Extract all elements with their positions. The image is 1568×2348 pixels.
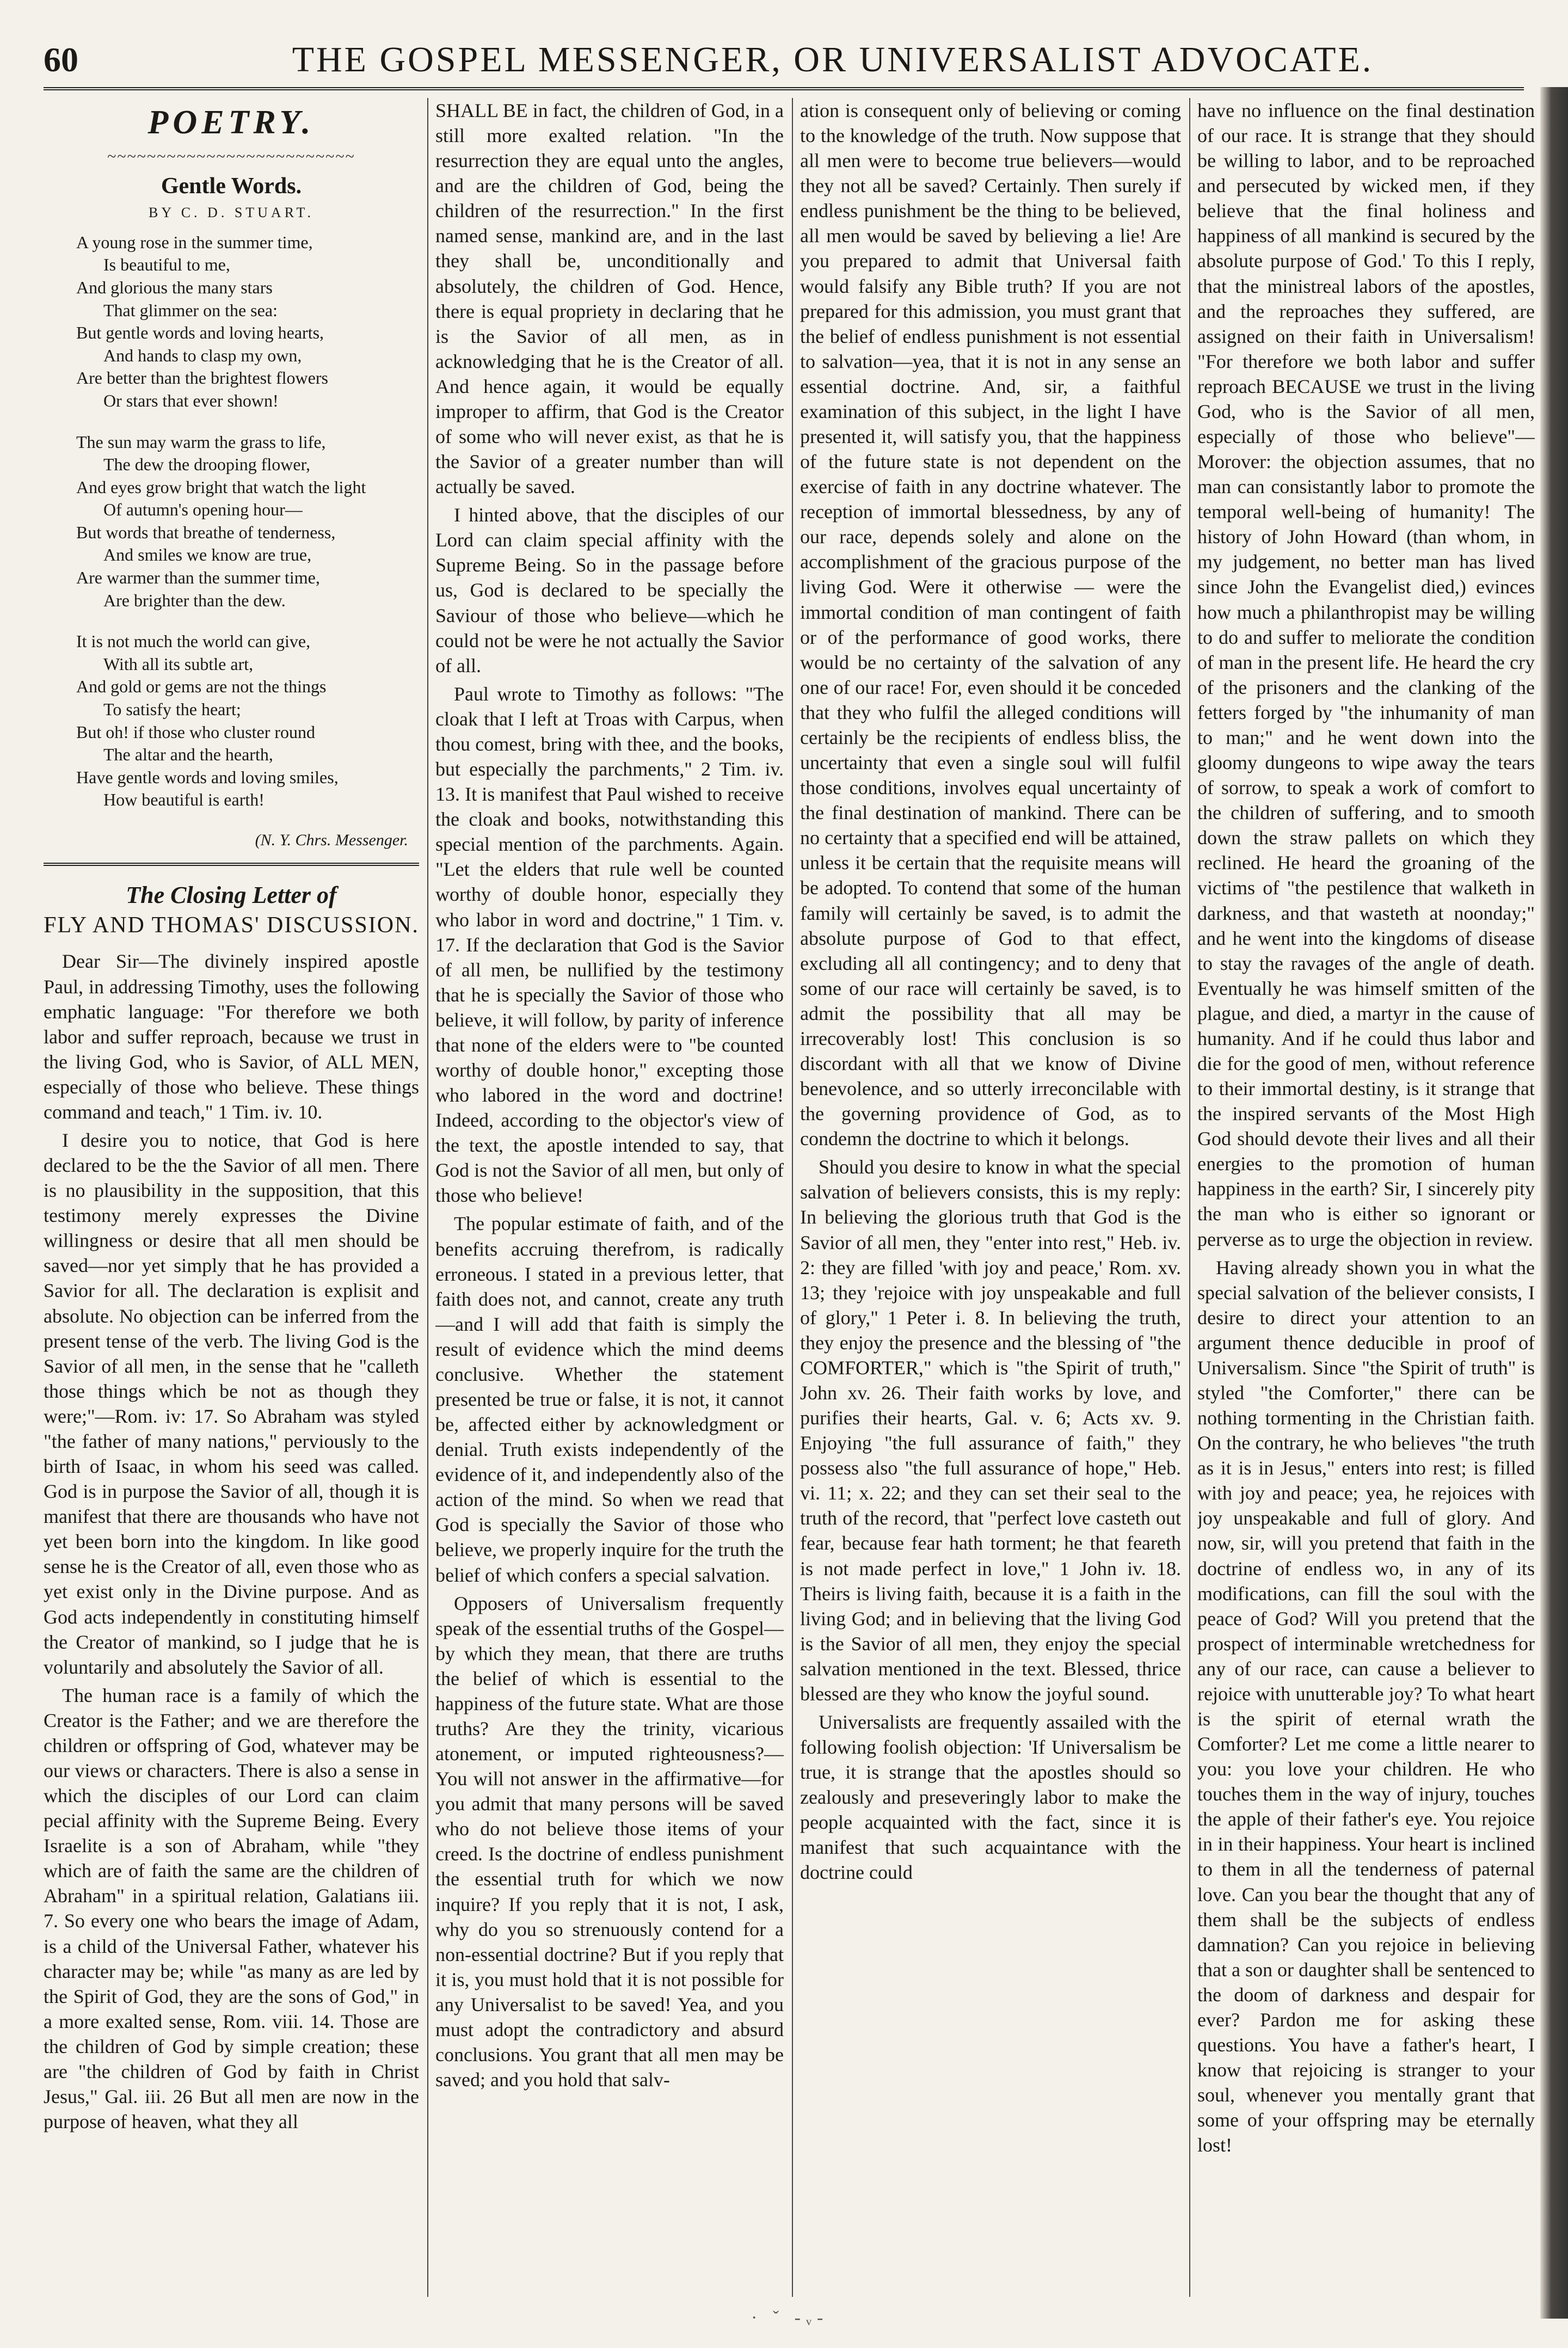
paragraph: Universalists are frequently assailed with the following foolish objection: 'If Universalism be true, it is strange that the apostles should so zealously and preseveringly labor to make the people acquainted with the fact, since it is manifest that such acquaintance with the doctrine could: [800, 1711, 1181, 1884]
double-rule-divider: [44, 863, 419, 866]
letter-heading: The Closing Letter of: [126, 882, 337, 909]
paragraph: ation is consequent only of believing or coming to the knowledge of the truth. Now suppose that all men were to become true believers—would they not all be saved? Certainly. Then surely if endless punishment be the thing to be believed, all men would be saved by believing a lie! Are you prepared to admit that Universal faith would falsify any Bible truth? If you are not prepared for this admission, you must grant that the belief of endless punishment is not essential to salvation—yea, that it is not in any sense an essential doctrine. And, sir, a faithful examination of this subject, in the light I have presented it, will satisfy you, that the happiness of the future state is not dependent on the exercise of faith in any doctrine whatever. The reception of immortal blessedness, by any of our race, depends solely and alone on the accomplishment of the gracious purpose of the living God. Were it otherwise — were the immortal condition of man contingent of faith or of the performance of good works, there would be no certainty of the salvation of any one of our race! For, even should it be conceded that they who fulfil the alleged conditions will certainly be the recipients of endless bliss, the uncertainty that even a single soul will fulfil those conditions, involves equal uncertainty of the final destination of mankind. There can be no certainty that a specified end will be attained, unless it be certain that the requisite means will be adopted. To contend that some of the human family will certainly be saved, is to admit the absolute purpose of God to that effect, excluding all all contingency; and to deny that some of our race will certainly be saved, is to admit the possibility that all may be irrecoverably lost! This conclusion is so discordant with all that we know of Divine benevolence, and so utterly irreconcilable with the governing providence of God, as to condemn the doctrine to which it belongs.: [800, 100, 1181, 1150]
poem-title: Gentle Words.: [161, 173, 302, 199]
column-4: [1197, 98, 1535, 2297]
column-2: [435, 98, 784, 2297]
page-number: 60: [44, 40, 78, 79]
column-3: [800, 98, 1181, 2297]
paragraph: Dear Sir—The divinely inspired apostle Paul, in addressing Timothy, uses the following emphatic language: "For therefore we both labor and suffer reproach, because we trust in the living God, who is Savior, of ALL MEN, especially of those who believe. These things command and teach," 1 Tim. iv. 10.: [44, 950, 419, 1123]
poem-byline: BY C. D. STUART.: [149, 204, 314, 220]
paragraph: Having already shown you in what the special salvation of the believer consists, I desire to direct your attention to an argument thence deducible in proof of Universalism. Since "the Spirit of truth" is styled "the Comforter," there can be nothing tormenting in the Christian faith. On the contrary, he who believes "the truth as it is in Jesus," enters into rest; is filled with joy and peace; yea, he rejoices with joy unspeakable and full of glory. And now, sir, will you pretend that faith in the doctrine of endless wo, in any of its modifications, can fill the soul with the peace of God? Will you pretend that the prospect of interminable wretchedness for any of our race, can cause a believer to rejoice with unutterable joy? To what heart is the spirit of eternal wrath the Comforter? Let me come a little nearer to you: you love your children. He who touches them in the way of injury, touches the apple of their father's eye. You rejoice in in their happiness. Your heart is inclined to them in all the tenderness of paternal love. Can you bear the thought that any of them shall be the subjects of endless damnation? Can you rejoice in believing that a son or daughter shall be sentenced to the doom of darkness and despair for ever? Pardon me for asking these questions. You have a father's heart, I know that rejoicing is stranger to your soul, whenever you mentally grant that some of your offspring may be eternally lost!: [1197, 1256, 1535, 2156]
poem-credit: (N. Y. Chrs. Messenger.: [255, 831, 408, 850]
paragraph: I hinted above, that the disciples of our Lord can claim special affinity with the Supreme Being. So in the passage before us, God is declared to be specially the Saviour of those who believe—which he could not be were he not actually the Savior of all.: [435, 504, 784, 677]
poetry-section-head: POETRY.: [147, 104, 315, 141]
column-rule: [792, 98, 793, 2297]
poem-stanza-1: A young rose in the summer time, Is beautiful to me, And glorious the many stars That glimmer on the sea: But gentle words and loving hearts, And hands to clasp my own, Are better than the brightest flowers Or stars that ever shown!: [76, 232, 328, 410]
paragraph: Should you desire to know in what the special salvation of believers consists, this is my reply: In believing the glorious truth that God is the Savior of all men, they "enter into rest," Heb. iv. 2: they are filled 'with joy and peace,' Rom. xv. 13; they 'rejoice with joy unspeakable and full of glory," 1 Peter i. 8. In believing the truth, they enjoy the presence and the blessing of "the COMFORTER," which is "the Spirit of truth," John xv. 26. Their faith works by love, and purifies their hearts, Gal. v. 6; Acts xv. 9. Enjoying "the full assurance of faith," they possess also "the full assurance of hope," Heb. vi. 11; x. 22; and they can set their seal to the truth of the record, that "perfect love casteth out fear, because fear hath torment; he that feareth is not made perfect in love," 1 John iv. 18. Theirs is living faith, because it is a faith in the living God; and in believing that the living God is the Savior of all men, they enjoy the special salvation mentioned in the text. Blessed, thrice blessed are they who know the joyful sound.: [800, 1156, 1181, 1705]
column-rule: [1189, 98, 1190, 2297]
column-rule: [427, 98, 428, 2297]
paragraph: SHALL BE in fact, the children of God, in a still more exalted relation. "In the resurrection they are equal unto the angles, and are the children of God, being the children of the resurrection." In the first named sense, mankind are, and in the last they shall be, unconditionally and absolutely, the children of God. Hence, there is equal propriety in declaring that he is the Savior of all men, as in acknowledging that he is the Creator of all. And hence again, it would be equally improper to affirm, that God is the Creator of some who will never exist, as that he is the Savior of a greater number than will actually be saved.: [435, 100, 784, 498]
letter-subheading: FLY AND THOMAS' DISCUSSION.: [44, 912, 419, 938]
paragraph: Opposers of Universalism frequently speak of the essential truths of the Gospel—by which they mean, that there are truths the belief of which is essential to the happiness of the future state. What are those truths? Are they the trinity, vicarious atonement, or imputed righteousness?—You will not answer in the affirmative—for you admit that many persons will be saved who do not believe those items of your creed. Is the doctrine of endless punishment the essential truth for which we now inquire? If you reply that it is not, I ask, why do you so strenuously contend for a non-essential doctrine? But if you reply that it is, you must hold that it is not possible for any Universalist to be saved! Yea, and you must adopt the contradictory and absurd conclusions. You grant that all men may be saved; and you hold that salv-: [435, 1592, 784, 2091]
paragraph: have no influence on the final destination of our race. It is strange that they should be willing to labor, and to be reproached and persecuted by wicked men, if they believe that the final holiness and happiness of all mankind is secured by the absolute purpose of God.' To this I reply, that the ministreal labors of the apostles, and the reproaches they suffered, are assigned on their faith in Universalism! "For therefore we both labor and suffer reproach BECAUSE we trust in the living God, who is the Savior of all men, especially of those who believe"—Morover: the objection assumes, that no man can consistantly labor to promote the temporal well-being of humanity! The history of John Howard (than whom, in my judgement, no better man has lived since John the Evangelist died,) evinces how much a philanthropist may be willing to do and suffer to meliorate the condition of man in the present life. He heard the cry of the prisoners and the clanking of the fetters forged by "the inhumanity of man to man;" and he went down into the gloomy dungeons to wipe away the tears of sorrow, to speak a work of comfort to the children of suffering, and to smooth down the straw pallets on which they reclined. He heard the groaning of the victims of "the pestilence that walketh in darkness, and that wasteth at noonday;" and he went into the kingdoms of disease to stay the ravages of the angle of death. Eventually he was himself smitten of the plague, and died, a martyr in the cause of humanity. And if he could thus labor and die for the good of men, without reference to their immortal destiny, is it strange that the inspired servants of the Most High God should devote their lives and all their energies to the promotion of human happiness in the earth? Sir, I sincerely pity the man who is either so ignorant or perverse as to urge the objection in review.: [1197, 100, 1535, 1250]
page-header: [44, 33, 1524, 90]
poem-stanza-3: It is not much the world can give, With all its subtle art, And gold or gems are not the things To satisfy the heart; But oh! if those who cluster round The altar and the hearth, Have gentle words and loving smiles, How beautiful is earth!: [76, 631, 339, 810]
ornament-divider: ~~~~~~~~~~~~~~~~~~~~~~~~~: [107, 147, 355, 166]
paragraph: I desire you to notice, that God is here declared to be the the Savior of all men. There is no plausibility in the supposition, that this testimony merely expresses the Divine willingness or desire that all men should be saved—nor yet simply that he has provided a Savior for all. The declaration is explisit and absolute. No objection can be inferred from the present tense of the verb. The living God is the Savior of all men, in the sense that he "calleth those things which be not as though they were;"—Rom. iv: 17. So Abraham was styled "the father of many nations," perviously to the birth of Isaac, in whom his seed was called. God is in purpose the Savior of all, though it is manifest that there are thousands who have not yet been born into the kingdom. In like good sense he is the Creator of all, even those who as yet exist only in the Divine purpose. And as God acts independently in constituting himself the Creator of mankind, so I judge that he is voluntarily and absolutely the Savior of all.: [44, 1129, 419, 1678]
paragraph: The popular estimate of faith, and of the benefits accruing therefrom, is radically erroneous. I stated in a previous letter, that faith does not, and cannot, create any truth—and I will add that faith is simply the result of evidence which the mind deems conclusive. Whether the statement presented be true or false, it is not, it cannot be, affected either by acknowledgment or denial. Truth exists independently of the evidence of it, and independently also of the action of the mind. So when we read that God is specially the Savior of those who believe, we properly inquire for the truth the belief of which confers a special salvation.: [435, 1213, 784, 1586]
binding-edge-shadow: [1540, 87, 1568, 2319]
masthead-title: THE GOSPEL MESSENGER, OR UNIVERSALIST ADVOCATE.: [292, 40, 1374, 79]
poem-stanza-2: The sun may warm the grass to life, The dew the drooping flower, And eyes grow bright that watch the light Of autumn's opening hour— But words that breathe of tenderness, And smiles we know are true, Are warmer than the summer time, Are brighter than the dew.: [76, 432, 366, 610]
ink-specks: · ˇ -ᵥ-: [751, 2308, 829, 2328]
paragraph: The human race is a family of which the Creator is the Father; and we are therefore the children or offspring of God, whatever may be our views or characters. There is also a sense in which the disciples of our Lord can claim pecial affinity with the Supreme Being. Every Israelite is a son of Abraham, while "they which are of faith the same are the children of Abraham" in a spiritual relation, Galatians iii. 7. So every one who bears the image of Adam, is a child of the Universal Father, whatever his character may be; while "as many as are led by the Spirit of God, they are the sons of God," in a more exalted sense, Rom. viii. 14. Those are the children of God by simple creation; these are "the children of God by faith in Christ Jesus," Gal. iii. 26 But all men are now in the purpose of heaven, what they all: [44, 1684, 419, 2133]
column-1: [44, 98, 419, 2297]
paragraph: Paul wrote to Timothy as follows: "The cloak that I left at Troas with Carpus, when thou comest, bring with thee, and the books, but especially the parchments," 2 Tim. iv. 13. It is manifest that Paul wished to receive the cloak and books, notwithstanding this special mention of the parchments. Again. "Let the elders that rule well be counted worthy of double honor, especially they who labor in word and doctrine," 1 Tim. v. 17. If the declaration that God is the Savior of all men, be nullified by the testimony that he is specially the Savior of those who believe, it will follow, by parity of inference that none of the elders were to "be counted worthy of double honor," excepting those who labored in the word and doctrine! Indeed, according to the objector's view of the text, the apostle intended to say, that God is not the Savior of all men, but only of those who believe!: [435, 683, 784, 1207]
